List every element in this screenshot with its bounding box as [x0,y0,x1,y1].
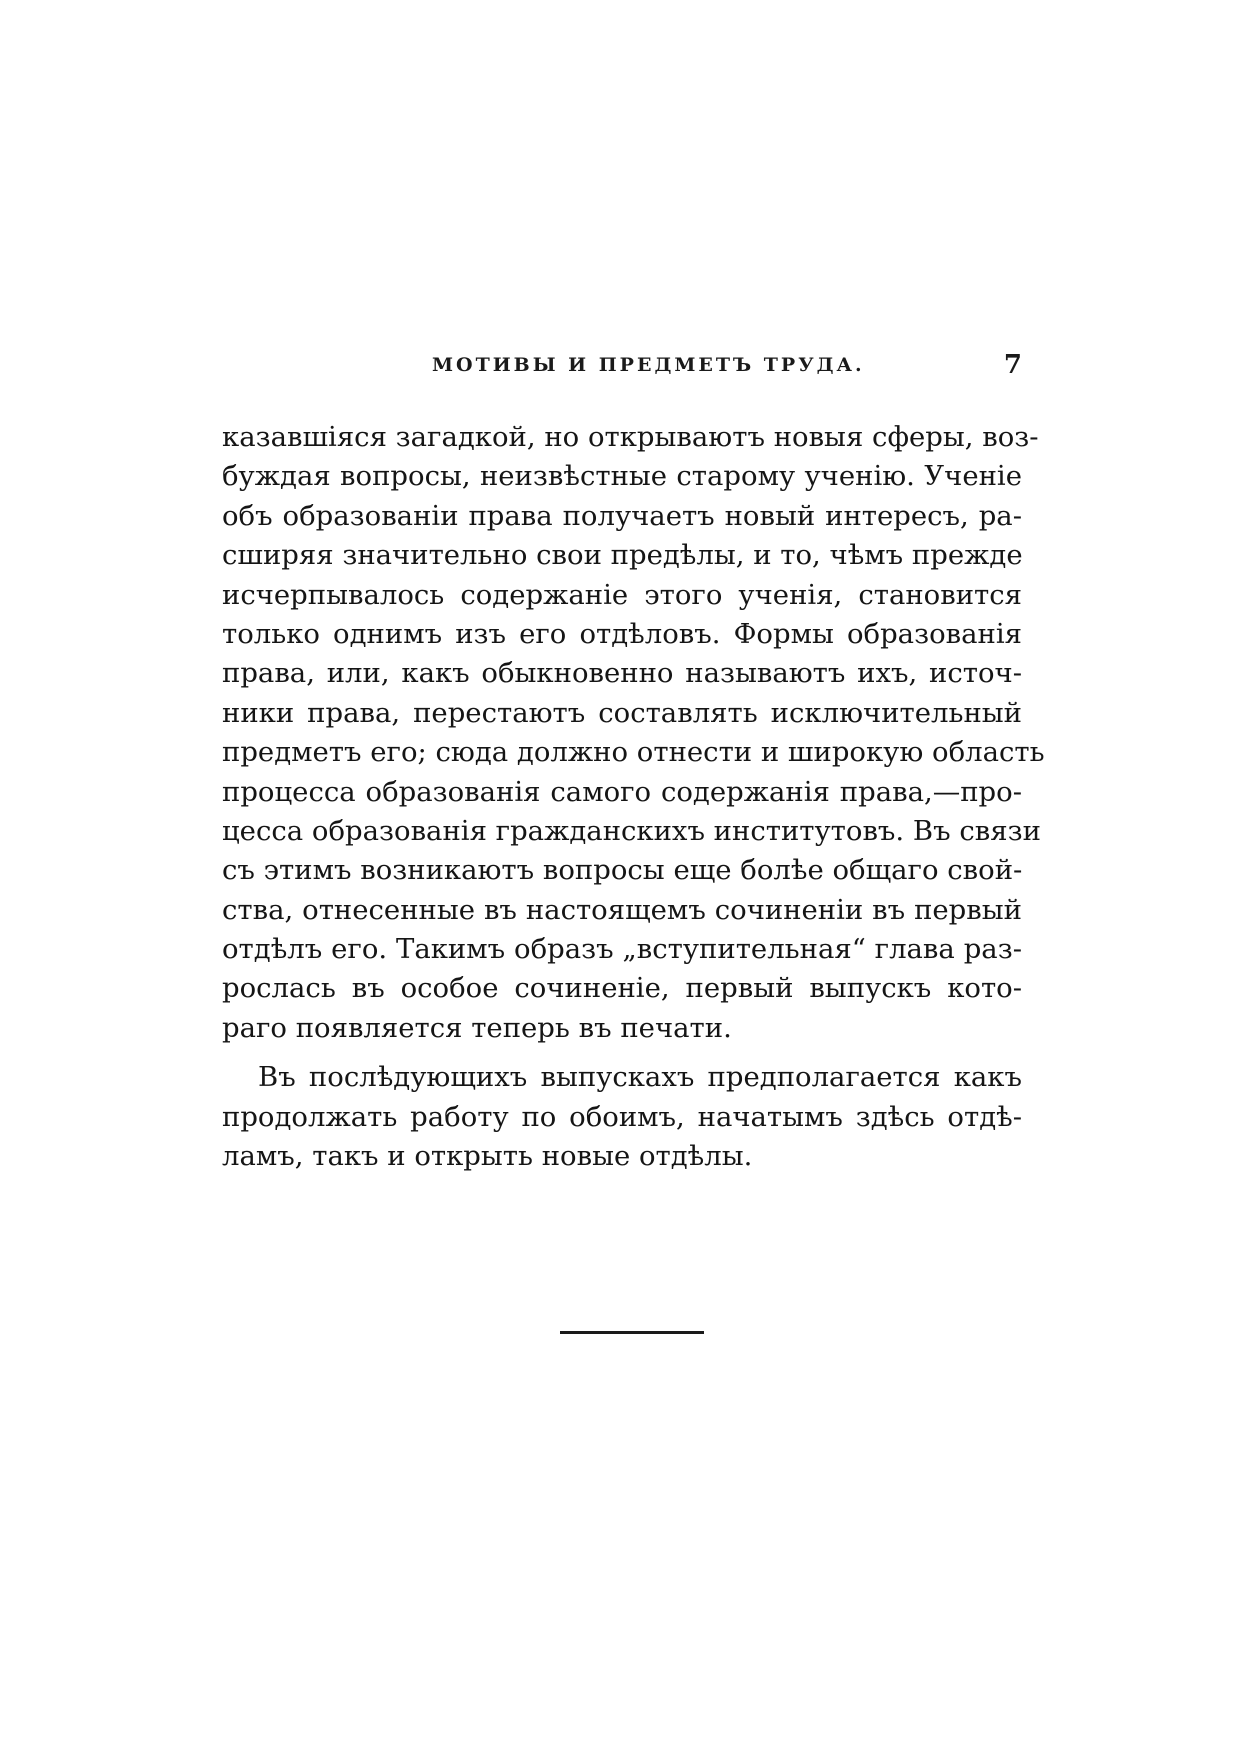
text-line: съ этимъ возникаютъ вопросы еще болѣе общаго свой- [222,854,1023,887]
paragraph-gap [222,1048,1022,1058]
text-line: объ образованіи права получаетъ новый интересъ, ра- [222,499,1022,532]
text-line: ники права, перестаютъ составлять исключительный [222,696,1022,729]
text-line: цесса образованія гражданскихъ институтовъ. Въ связи [222,814,1041,847]
text-line: отдѣлъ его. Такимъ образъ „вступительная“ глава раз- [222,933,1022,966]
page-header [222,350,1022,390]
text-line: буждая вопросы, неизвѣстные старому ученію. Ученіе [222,460,1022,493]
text-line: только однимъ изъ его отдѣловъ. Формы образованія [222,617,1022,650]
text-line: процесса образованія самого содержанія права,—про- [222,775,1022,808]
text-line: раго появляется теперь въ печати. [222,1011,732,1044]
text-line: рослась въ особое сочиненіе, первый выпускъ кото- [222,972,1022,1005]
closing-rule [560,1331,704,1334]
text-line: продолжать работу по обоимъ, начатымъ здѣсь отдѣ- [222,1100,1022,1133]
body-text [222,418,1045,1176]
text-line: сширяя значительно свои предѣлы, и то, чѣмъ прежде [222,539,1023,572]
text-line: Въ послѣдующихъ выпускахъ предполагается какъ [258,1061,1022,1094]
text-line: ства, отнесенные въ настоящемъ сочиненіи въ первый [222,893,1022,926]
text-line: предметъ его; сюда должно отнести и широкую область [222,736,1045,769]
running-title: МОТИВЫ И ПРЕДМЕТЪ ТРУДА. [432,354,865,376]
text-line: казавшіяся загадкой, но открываютъ новыя сферы, воз- [222,421,1039,453]
text-line: исчерпывалось содержаніе этого ученія, становится [222,578,1022,611]
text-line: права, или, какъ обыкновенно называютъ ихъ, источ- [222,657,1022,690]
page-number: 7 [1003,350,1022,380]
text-line: ламъ, такъ и открыть новые отдѣлы. [222,1140,753,1173]
